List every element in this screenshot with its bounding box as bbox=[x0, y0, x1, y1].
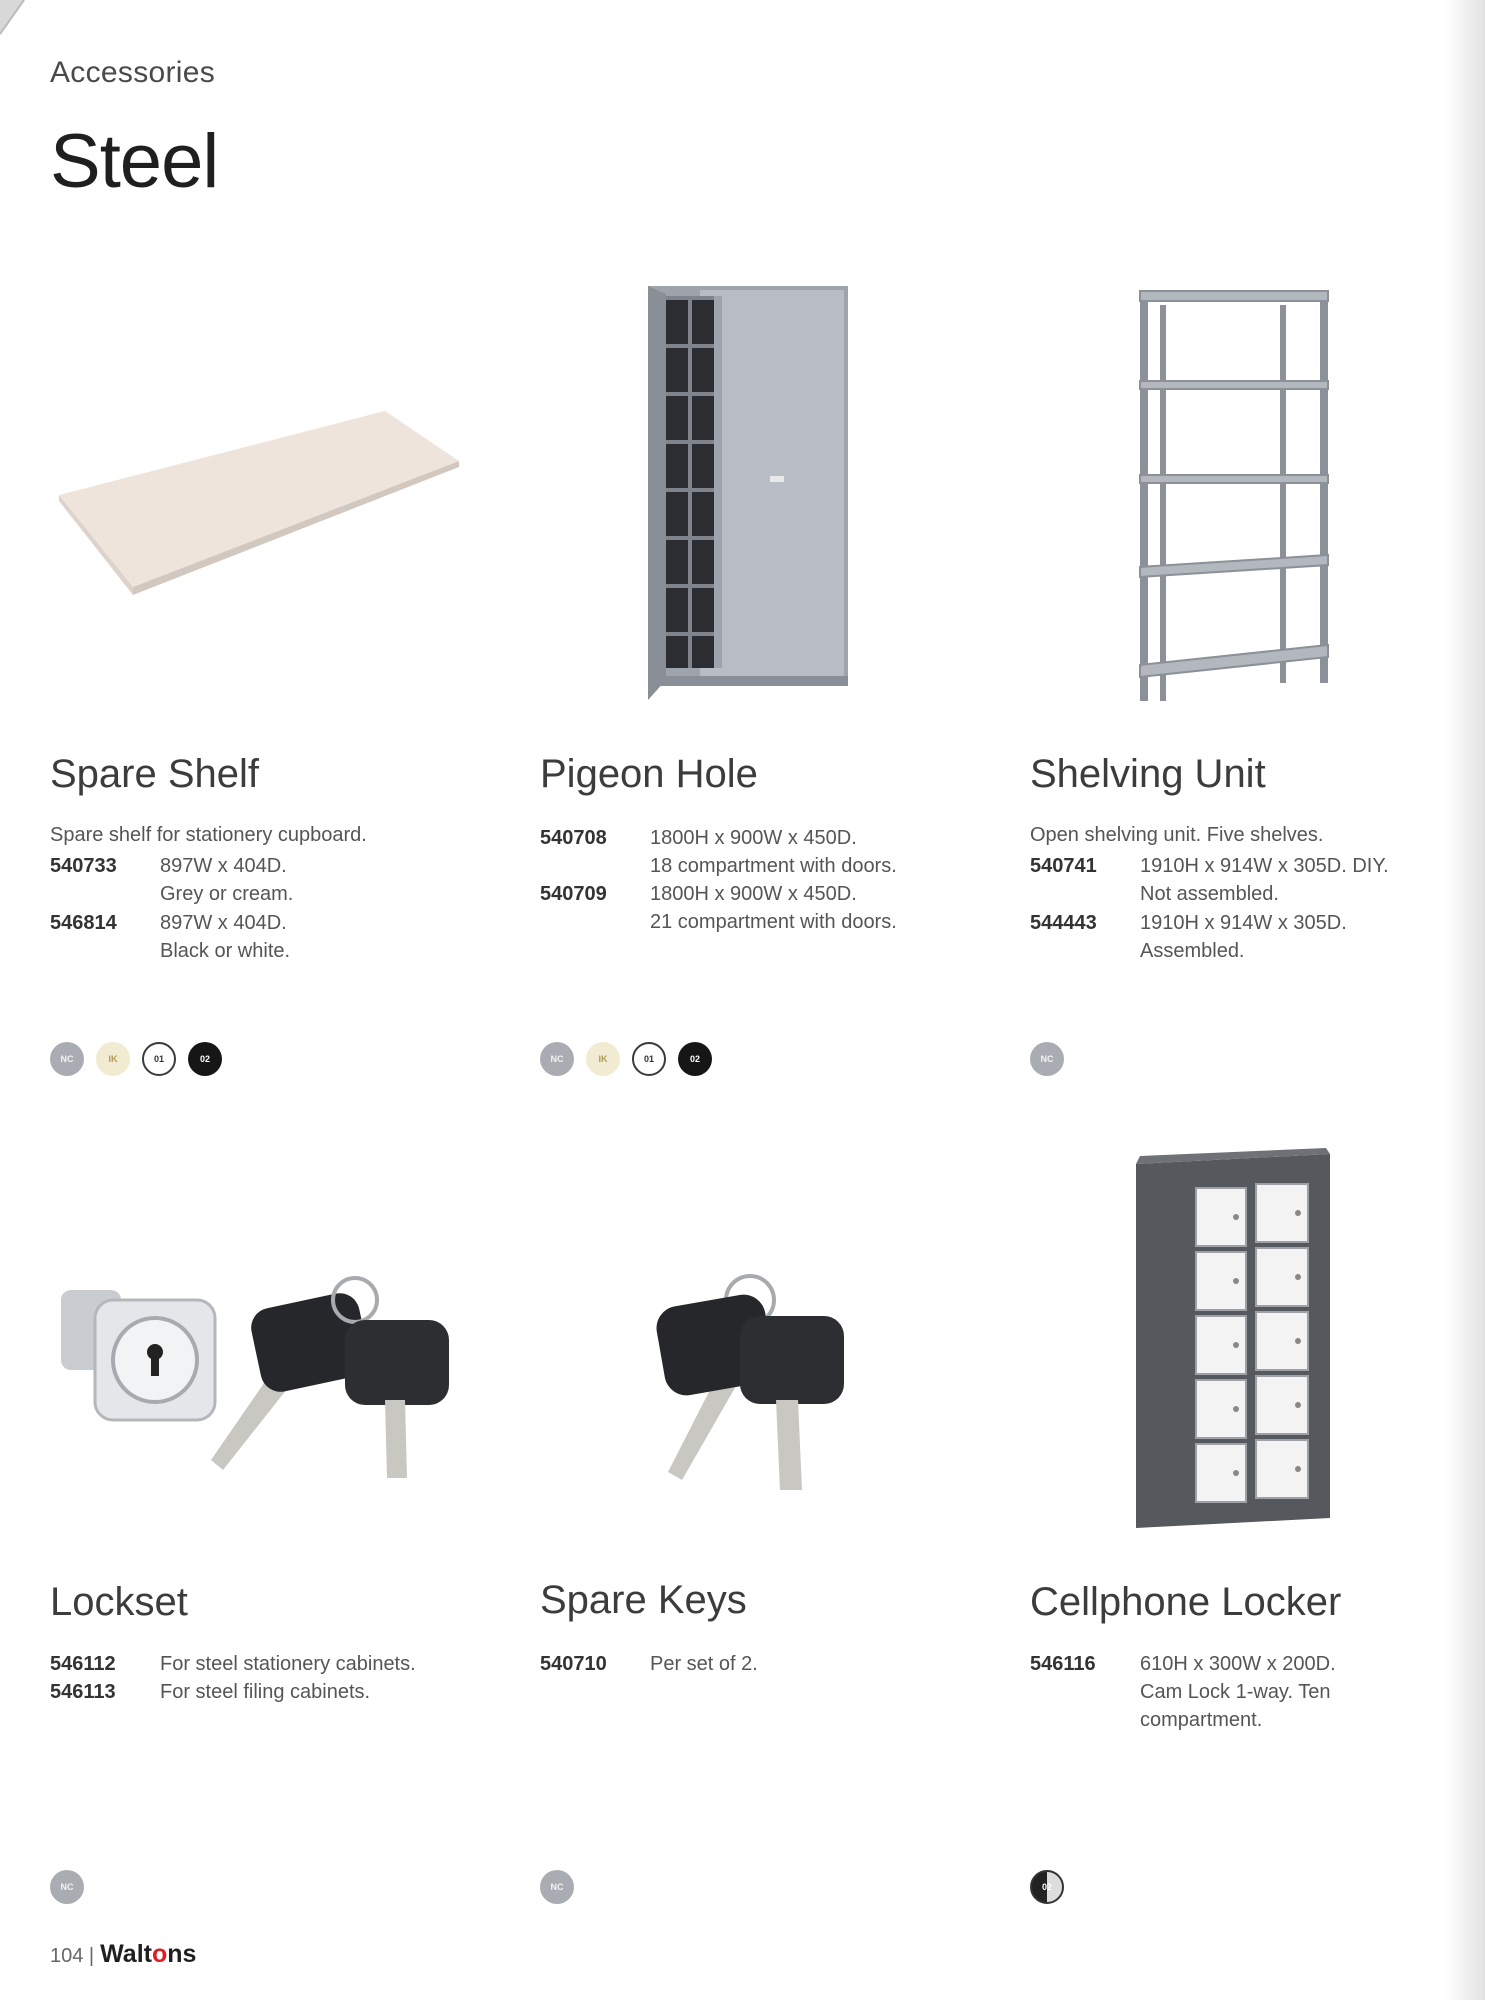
spec-row bbox=[50, 909, 290, 965]
pigeon-hole-cabinet-image bbox=[640, 280, 860, 710]
product-spec-text: For steel filing cabinets. bbox=[160, 1681, 371, 1703]
product-code: 540709 bbox=[540, 883, 607, 905]
brand-text-end: ns bbox=[167, 1940, 197, 1968]
color-swatch-white: 01 bbox=[142, 1042, 176, 1076]
shelving-unit-image bbox=[1130, 285, 1340, 710]
color-swatch-black: 02 bbox=[678, 1042, 712, 1076]
product-name-lockset: Lockset bbox=[50, 1580, 188, 1624]
spare-keys-image bbox=[640, 1260, 860, 1500]
brand-dot: o bbox=[151, 1940, 168, 1968]
spec-row bbox=[1030, 852, 1389, 908]
page-number: 104 | bbox=[50, 1945, 95, 1967]
color-swatch-cream: IK bbox=[586, 1042, 620, 1076]
color-swatches bbox=[50, 1042, 222, 1076]
spec-row bbox=[1030, 1650, 1336, 1734]
product-spec-text: 1800H x 900W x 450D. 18 compartment with doors. bbox=[650, 827, 897, 877]
product-spec-text: 897W x 404D. Black or white. bbox=[160, 912, 291, 962]
spec-row bbox=[50, 1650, 416, 1678]
product-description-shelving-unit: Open shelving unit. Five shelves. bbox=[1030, 824, 1324, 846]
product-name-pigeon-hole: Pigeon Hole bbox=[540, 752, 758, 796]
product-name-spare-keys: Spare Keys bbox=[540, 1578, 747, 1622]
product-spec-text: 610H x 300W x 200D. Cam Lock 1-way. Ten compartment. bbox=[1140, 1653, 1336, 1731]
color-swatch-grey: NC bbox=[50, 1870, 84, 1904]
product-name-shelving-unit: Shelving Unit bbox=[1030, 752, 1266, 796]
color-swatches bbox=[540, 1870, 574, 1904]
product-code: 540741 bbox=[1030, 855, 1097, 877]
color-swatch-grey: NC bbox=[540, 1870, 574, 1904]
spec-row bbox=[50, 852, 293, 908]
spare-shelf-image bbox=[55, 405, 465, 600]
product-name-spare-shelf: Spare Shelf bbox=[50, 752, 260, 796]
product-spec-text: 897W x 404D. Grey or cream. bbox=[160, 855, 294, 905]
product-code: 540710 bbox=[540, 1653, 607, 1675]
product-code: 546814 bbox=[50, 912, 117, 934]
product-spec-text: Per set of 2. bbox=[650, 1653, 758, 1675]
page-corner-fold-icon bbox=[0, 0, 28, 40]
footer bbox=[50, 1940, 196, 1969]
section-label: Accessories bbox=[50, 56, 216, 89]
brand-logo bbox=[100, 1940, 196, 1969]
product-spec-text: For steel stationery cabinets. bbox=[160, 1653, 416, 1675]
page-edge-shadow bbox=[1445, 0, 1485, 2000]
color-swatch-cream: IK bbox=[96, 1042, 130, 1076]
lockset-image bbox=[55, 1260, 465, 1490]
spec-row bbox=[540, 1650, 758, 1678]
cellphone-locker-image bbox=[1130, 1148, 1340, 1538]
product-spec-text: 1910H x 914W x 305D. Assembled. bbox=[1140, 912, 1347, 962]
color-swatches bbox=[1030, 1042, 1064, 1076]
color-swatch-grey: NC bbox=[50, 1042, 84, 1076]
color-swatch-white: 01 bbox=[632, 1042, 666, 1076]
product-code: 540733 bbox=[50, 855, 117, 877]
spec-row bbox=[540, 880, 897, 936]
color-swatches bbox=[540, 1042, 712, 1076]
product-name-cellphone-locker: Cellphone Locker bbox=[1030, 1580, 1342, 1624]
spec-row bbox=[1030, 909, 1347, 965]
product-code: 546113 bbox=[50, 1681, 116, 1703]
color-swatches bbox=[1030, 1870, 1064, 1904]
product-spec-text: 1800H x 900W x 450D. 21 compartment with doors. bbox=[650, 883, 897, 933]
product-code: 546112 bbox=[50, 1653, 116, 1675]
color-swatch-grey: NC bbox=[1030, 1042, 1064, 1076]
spec-row bbox=[50, 1678, 370, 1706]
brand-text-start: Walt bbox=[100, 1940, 152, 1968]
color-swatches bbox=[50, 1870, 84, 1904]
product-description-spare-shelf: Spare shelf for stationery cupboard. bbox=[50, 824, 367, 846]
product-code: 540708 bbox=[540, 827, 607, 849]
product-code: 546116 bbox=[1030, 1653, 1096, 1675]
page-title: Steel bbox=[50, 119, 219, 204]
color-swatch-charcoal: 02 bbox=[1030, 1870, 1064, 1904]
product-spec-text: 1910H x 914W x 305D. DIY. Not assembled. bbox=[1140, 855, 1389, 905]
color-swatch-black: 02 bbox=[188, 1042, 222, 1076]
color-swatch-grey: NC bbox=[540, 1042, 574, 1076]
product-code: 544443 bbox=[1030, 912, 1097, 934]
spec-row bbox=[540, 824, 897, 880]
